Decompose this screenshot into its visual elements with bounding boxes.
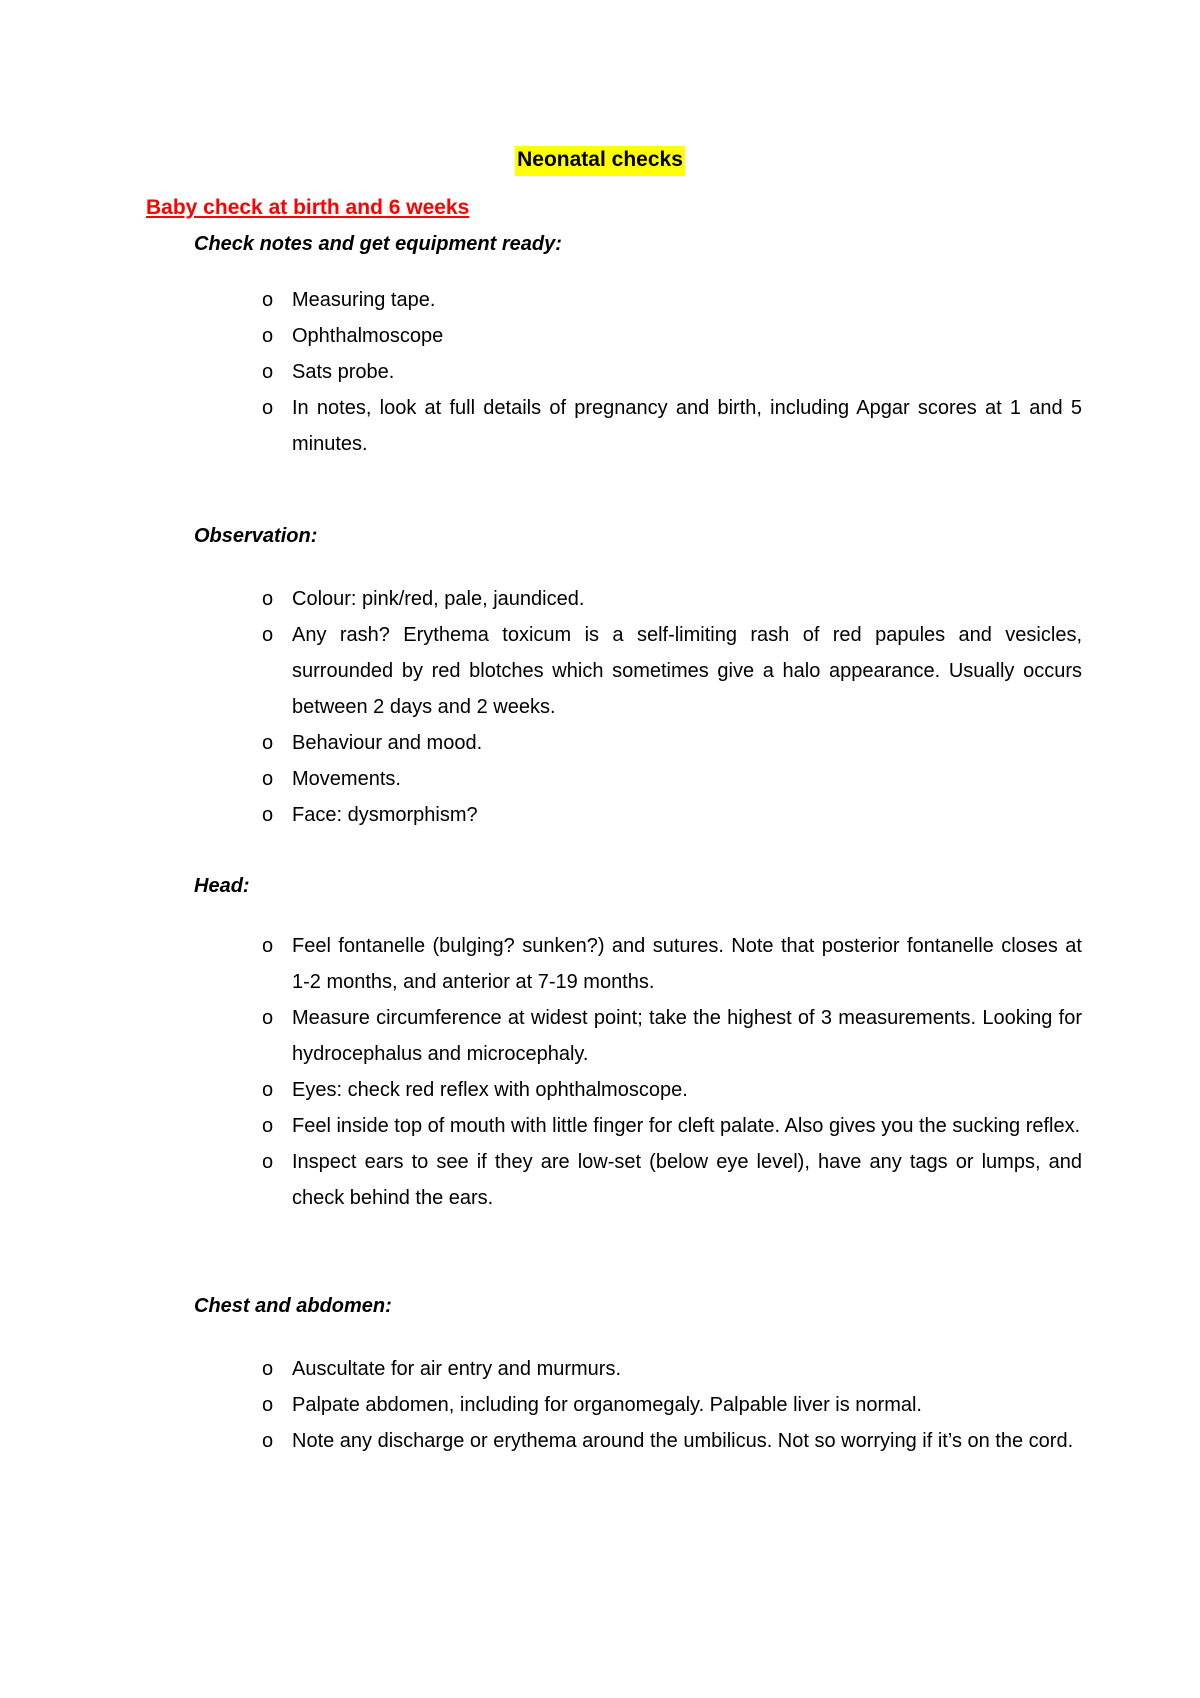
section-heading-observation: Observation: (194, 525, 318, 547)
bullet-icon: o (262, 1151, 274, 1173)
list-item: o Palpate abdomen, including for organomegaly. Palpable liver is normal. (262, 1387, 1082, 1423)
bullet-icon: o (262, 768, 274, 790)
section-list-equipment (262, 282, 1082, 462)
list-item: o Sats probe. (262, 354, 1082, 390)
list-item: o Colour: pink/red, pale, jaundiced. (262, 581, 1082, 617)
bullet-icon: o (262, 1079, 274, 1101)
list-item: o Movements. (262, 761, 1082, 797)
bullet-icon: o (262, 804, 274, 826)
bullet-icon: o (262, 1430, 274, 1452)
list-item: o Behaviour and mood. (262, 725, 1082, 761)
bullet-icon: o (262, 732, 274, 754)
title-wrapper (0, 146, 1200, 176)
section-list-observation (262, 581, 1082, 833)
bullet-icon: o (262, 624, 274, 646)
list-item: o Any rash? Erythema toxicum is a self-limiting rash of red papules and vesicles, surrounded by red blotches which sometimes give a halo appearance. Usually occurs between 2 days and 2 weeks. (262, 617, 1082, 725)
bullet-icon: o (262, 361, 274, 383)
list-item: o Auscultate for air entry and murmurs. (262, 1351, 1082, 1387)
list-item: o Note any discharge or erythema around the umbilicus. Not so worrying if it’s on the cord. (262, 1423, 1082, 1459)
bullet-icon: o (262, 588, 274, 610)
section-heading-head: Head: (194, 875, 250, 897)
list-item: o Feel inside top of mouth with little finger for cleft palate. Also gives you the sucking reflex. (262, 1108, 1082, 1144)
section-list-chest-abdomen (262, 1351, 1082, 1459)
list-item: o In notes, look at full details of pregnancy and birth, including Apgar scores at 1 and 5 minutes. (262, 390, 1082, 462)
bullet-icon: o (262, 1007, 274, 1029)
list-item: o Measuring tape. (262, 282, 1082, 318)
bullet-icon: o (262, 325, 274, 347)
list-item: o Inspect ears to see if they are low-set (below eye level), have any tags or lumps, and check behind the ears. (262, 1144, 1082, 1216)
page-subtitle: Baby check at birth and 6 weeks (146, 196, 470, 219)
bullet-icon: o (262, 935, 274, 957)
bullet-icon: o (262, 289, 274, 311)
section-heading-equipment: Check notes and get equipment ready: (194, 233, 562, 255)
list-item: o Face: dysmorphism? (262, 797, 1082, 833)
bullet-icon: o (262, 1394, 274, 1416)
bullet-icon: o (262, 1358, 274, 1380)
bullet-icon: o (262, 1115, 274, 1137)
list-item: o Eyes: check red reflex with ophthalmoscope. (262, 1072, 1082, 1108)
bullet-icon: o (262, 397, 274, 419)
section-list-head (262, 928, 1082, 1216)
list-item: o Measure circumference at widest point; take the highest of 3 measurements. Looking for hydrocephalus and microcephaly. (262, 1000, 1082, 1072)
section-heading-chest-abdomen: Chest and abdomen: (194, 1295, 392, 1317)
list-item: o Feel fontanelle (bulging? sunken?) and sutures. Note that posterior fontanelle closes at 1-2 months, and anterior at 7-19 months. (262, 928, 1082, 1000)
list-item: o Ophthalmoscope (262, 318, 1082, 354)
page-title: Neonatal checks (515, 146, 685, 176)
